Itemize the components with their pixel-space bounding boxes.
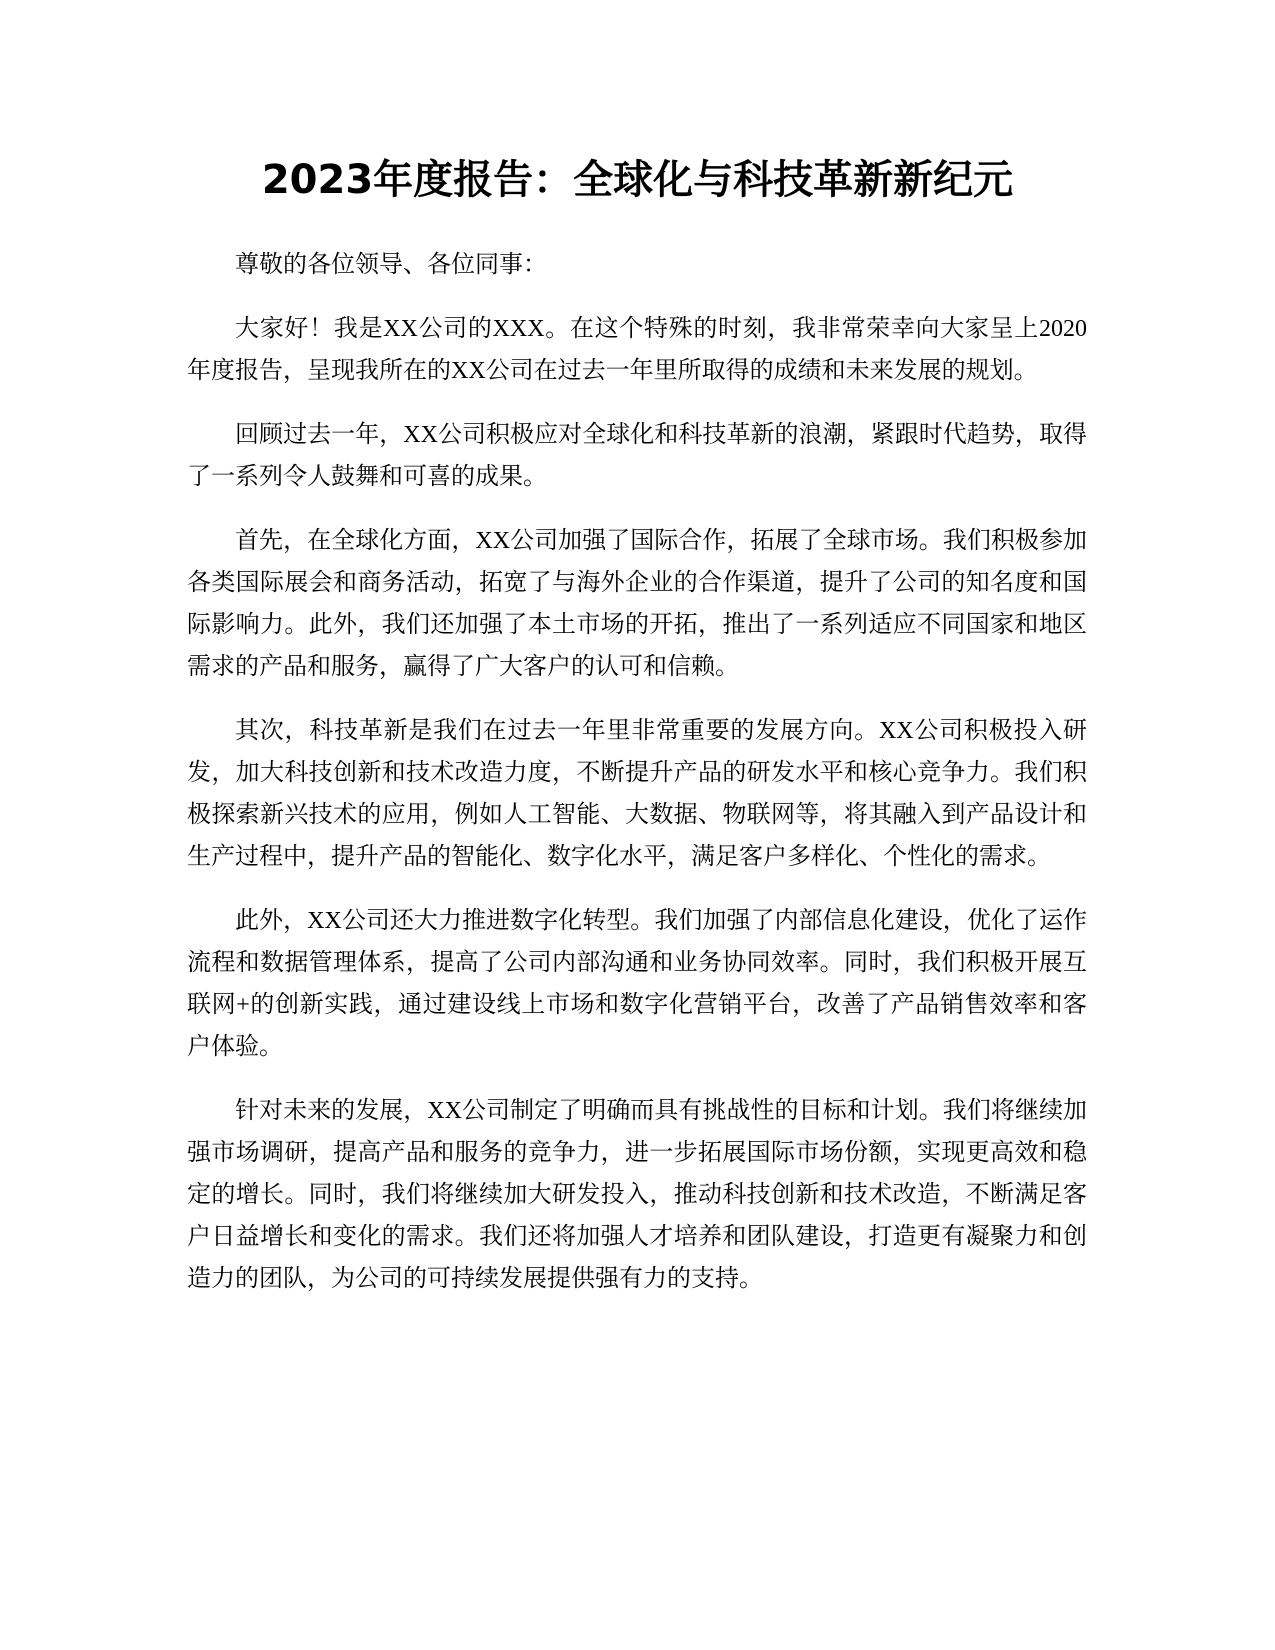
document-body bbox=[187, 244, 1087, 1322]
body-paragraph: 针对未来的发展，XX公司制定了明确而具有挑战性的目标和计划。我们将继续加强市场调研，提高产品和服务的竞争力，进一步拓展国际市场份额，实现更高效和稳定的增长。同时，我们将继续加大研发投入，推动科技创新和技术改造，不断满足客户日益增长和变化的需求。我们还将加强人才培养和团队建设，打造更有凝聚力和创造力的团队，为公司的可持续发展提供强有力的支持。 bbox=[187, 1098, 1087, 1292]
body-paragraph: 首先，在全球化方面，XX公司加强了国际合作，拓展了全球市场。我们积极参加各类国际展会和商务活动，拓宽了与海外企业的合作渠道，提升了公司的知名度和国际影响力。此外，我们还加强了本土市场的开拓，推出了一系列适应不同国家和地区需求的产品和服务，赢得了广大客户的认可和信赖。 bbox=[187, 528, 1087, 680]
salutation-paragraph: 尊敬的各位领导、各位同事： bbox=[235, 252, 547, 278]
body-paragraph: 大家好！我是XX公司的XXX。在这个特殊的时刻，我非常荣幸向大家呈上2020年度报告，呈现我所在的XX公司在过去一年里所取得的成绩和未来发展的规划。 bbox=[187, 316, 1087, 384]
body-paragraph: 其次，科技革新是我们在过去一年里非常重要的发展方向。XX公司积极投入研发，加大科技创新和技术改造力度，不断提升产品的研发水平和核心竞争力。我们积极探索新兴技术的应用，例如人工智能、大数据、物联网等，将其融入到产品设计和生产过程中，提升产品的智能化、数字化水平，满足客户多样化、个性化的需求。 bbox=[187, 718, 1087, 870]
document-title: 2023年度报告：全球化与科技革新新纪元 bbox=[261, 157, 1014, 203]
body-paragraph: 此外，XX公司还大力推进数字化转型。我们加强了内部信息化建设，优化了运作流程和数据管理体系，提高了公司内部沟通和业务协同效率。同时，我们积极开展互联网+的创新实践，通过建设线上市场和数字化营销平台，改善了产品销售效率和客户体验。 bbox=[187, 908, 1087, 1060]
body-paragraph: 回顾过去一年，XX公司积极应对全球化和科技革新的浪潮，紧跟时代趋势，取得了一系列令人鼓舞和可喜的成果。 bbox=[187, 422, 1087, 490]
